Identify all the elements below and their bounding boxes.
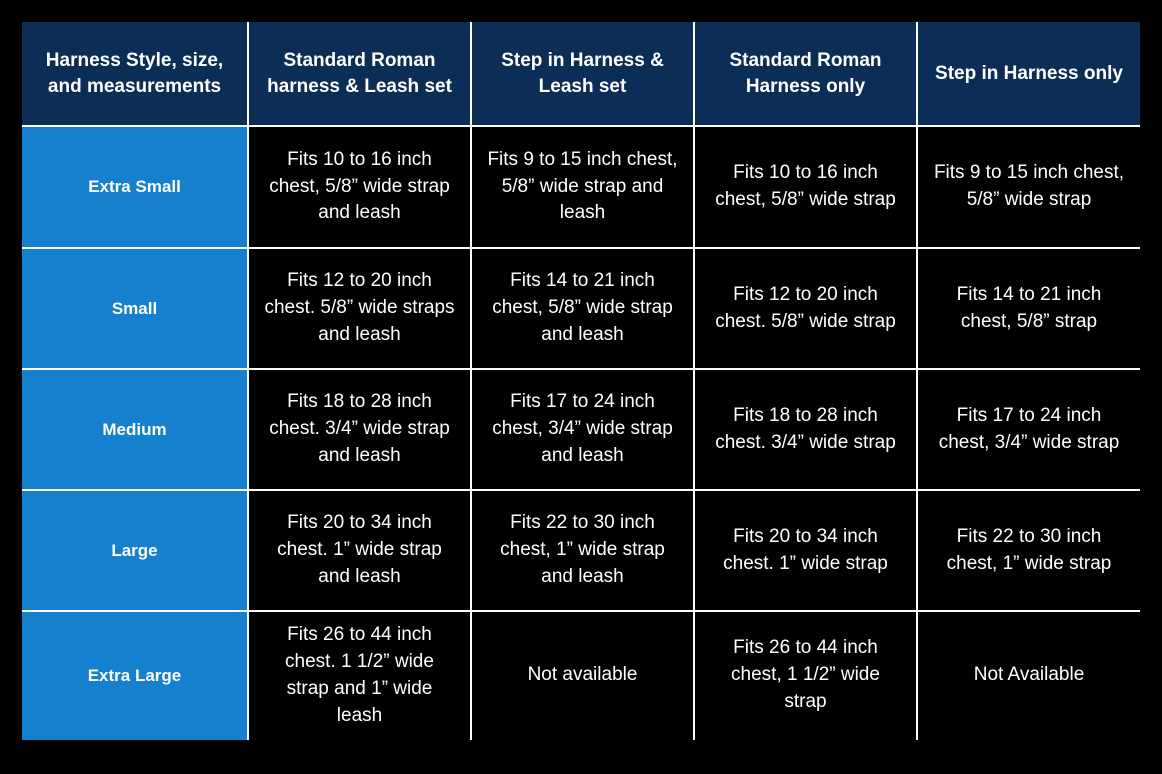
- table-row: [22, 248, 1140, 369]
- cell-large-step-in-set: Fits 22 to 30 inch chest, 1” wide strap and leash: [471, 490, 694, 611]
- cell-extra-small-step-in-set: Fits 9 to 15 inch chest, 5/8” wide strap and leash: [471, 126, 694, 248]
- harness-size-table: [22, 22, 1140, 740]
- cell-medium-standard-roman-set: Fits 18 to 28 inch chest. 3/4” wide strap and leash: [248, 369, 471, 490]
- row-header-extra-large: Extra Large: [22, 611, 248, 740]
- cell-large-standard-roman-set: Fits 20 to 34 inch chest. 1” wide strap and leash: [248, 490, 471, 611]
- row-header-medium: Medium: [22, 369, 248, 490]
- column-header-standard-roman-set: Standard Roman harness & Leash set: [248, 22, 471, 126]
- row-header-large: Large: [22, 490, 248, 611]
- row-header-extra-small: Extra Small: [22, 126, 248, 248]
- cell-large-step-in-only: Fits 22 to 30 inch chest, 1” wide strap: [917, 490, 1140, 611]
- cell-extra-small-standard-roman-only: Fits 10 to 16 inch chest, 5/8” wide strap: [694, 126, 917, 248]
- cell-small-standard-roman-set: Fits 12 to 20 inch chest. 5/8” wide straps and leash: [248, 248, 471, 369]
- table-row: [22, 126, 1140, 248]
- table-row: [22, 369, 1140, 490]
- cell-extra-large-step-in-set: Not available: [471, 611, 694, 740]
- table-body: [22, 126, 1140, 740]
- row-header-small: Small: [22, 248, 248, 369]
- cell-small-step-in-set: Fits 14 to 21 inch chest, 5/8” wide strap and leash: [471, 248, 694, 369]
- cell-extra-large-step-in-only: Not Available: [917, 611, 1140, 740]
- cell-medium-standard-roman-only: Fits 18 to 28 inch chest. 3/4” wide strap: [694, 369, 917, 490]
- cell-medium-step-in-only: Fits 17 to 24 inch chest, 3/4” wide strap: [917, 369, 1140, 490]
- cell-large-standard-roman-only: Fits 20 to 34 inch chest. 1” wide strap: [694, 490, 917, 611]
- cell-small-step-in-only: Fits 14 to 21 inch chest, 5/8” strap: [917, 248, 1140, 369]
- column-header-step-in-set: Step in Harness & Leash set: [471, 22, 694, 126]
- cell-extra-large-standard-roman-set: Fits 26 to 44 inch chest. 1 1/2” wide strap and 1” wide leash: [248, 611, 471, 740]
- header-row: [22, 22, 1140, 126]
- cell-extra-small-step-in-only: Fits 9 to 15 inch chest, 5/8” wide strap: [917, 126, 1140, 248]
- column-header-size: Harness Style, size, and measurements: [22, 22, 248, 126]
- column-header-step-in-only: Step in Harness only: [917, 22, 1140, 126]
- column-header-standard-roman-only: Standard Roman Harness only: [694, 22, 917, 126]
- cell-extra-large-standard-roman-only: Fits 26 to 44 inch chest, 1 1/2” wide strap: [694, 611, 917, 740]
- table-row: [22, 490, 1140, 611]
- cell-small-standard-roman-only: Fits 12 to 20 inch chest. 5/8” wide strap: [694, 248, 917, 369]
- table-header: [22, 22, 1140, 126]
- cell-extra-small-standard-roman-set: Fits 10 to 16 inch chest, 5/8” wide strap and leash: [248, 126, 471, 248]
- table-row: [22, 611, 1140, 740]
- cell-medium-step-in-set: Fits 17 to 24 inch chest, 3/4” wide strap and leash: [471, 369, 694, 490]
